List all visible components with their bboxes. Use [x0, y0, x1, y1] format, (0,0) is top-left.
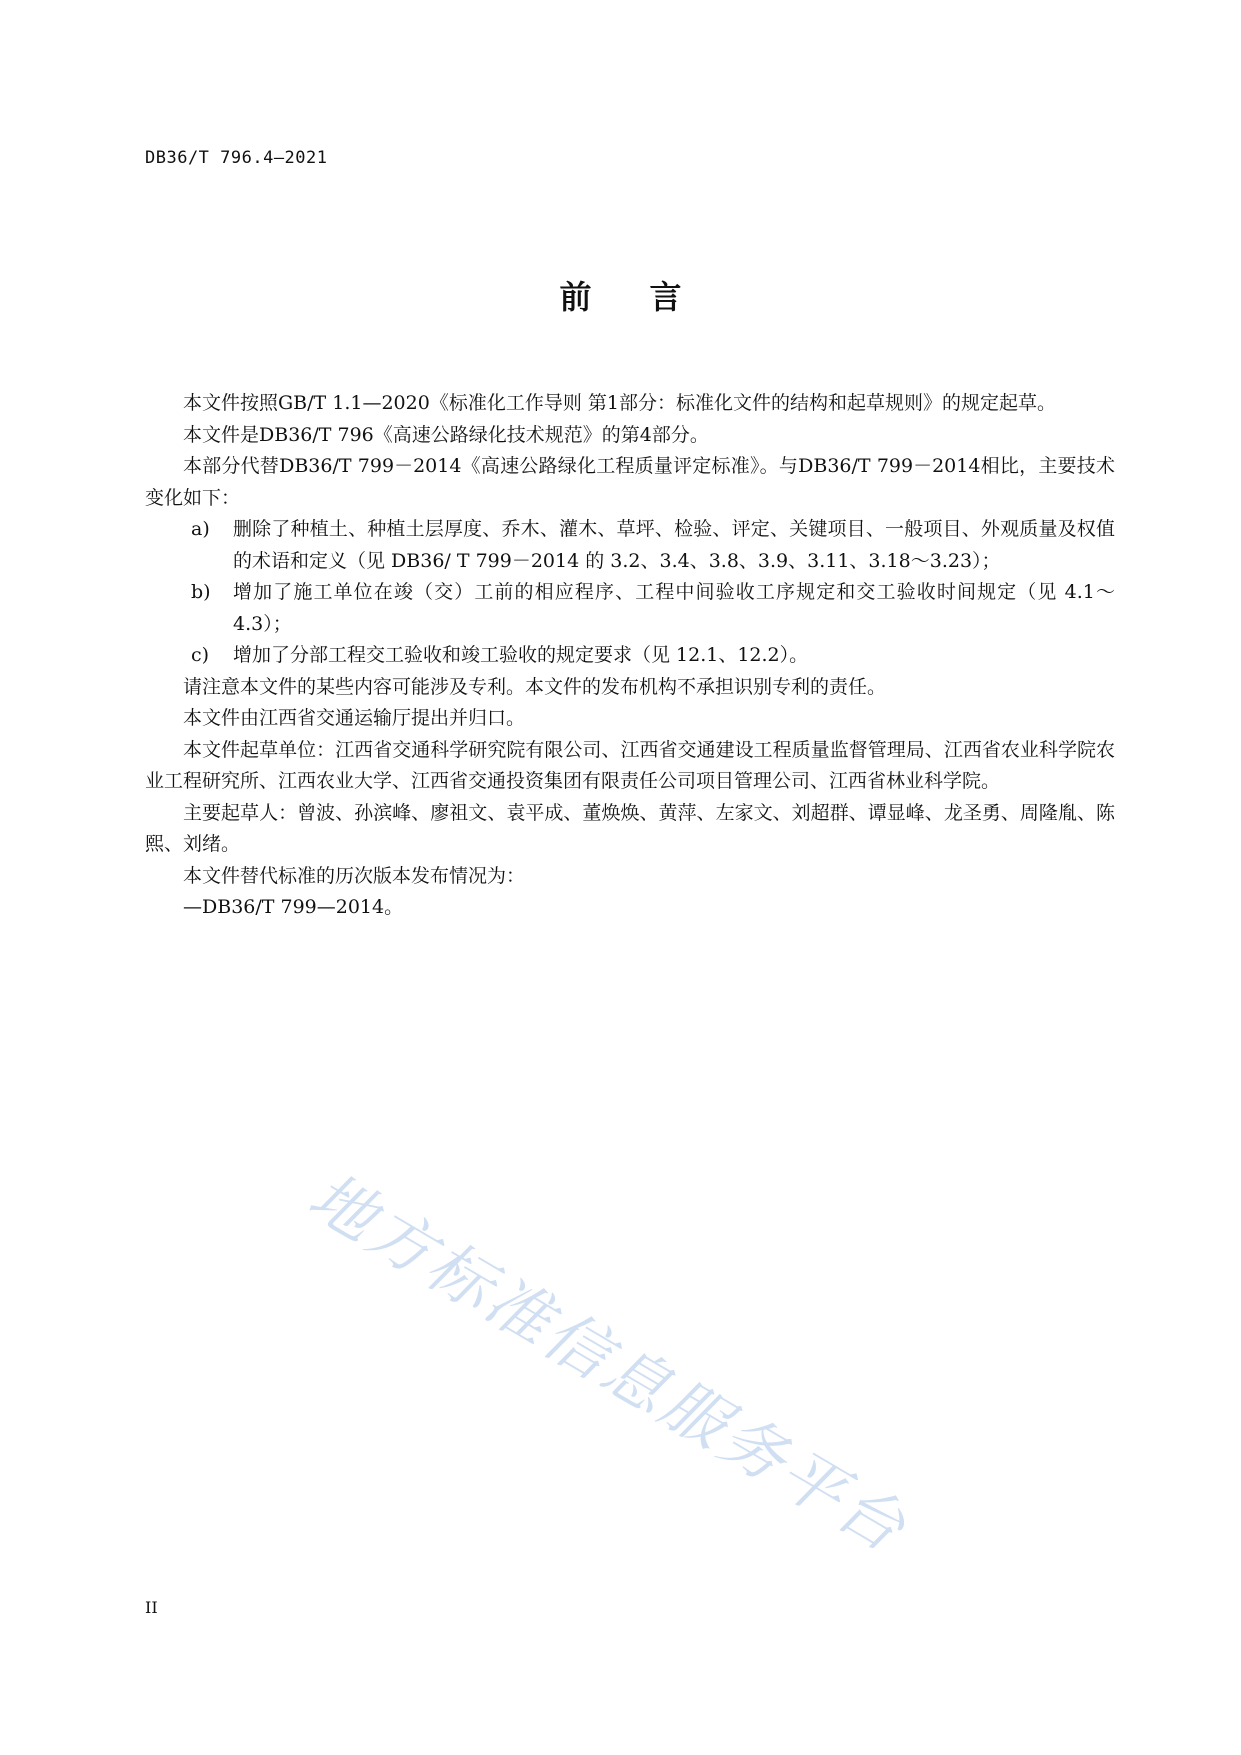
paragraph-replacement: 本部分代替DB36/T 799－2014《高速公路绿化工程质量评定标准》。与DB36/T 799－2014相比，主要技术变化如下： — [145, 455, 1115, 509]
list-item — [145, 640, 1115, 672]
paragraph-drafting-rules: 本文件按照GB/T 1.1—2020《标准化工作导则 第1部分：标准化文件的结构和起草规则》的规定起草。 — [183, 392, 1056, 414]
paragraph-history-intro: 本文件替代标准的历次版本发布情况为： — [183, 864, 526, 887]
paragraph-part-info: 本文件是DB36/T 796《高速公路绿化技术规范》的第4部分。 — [183, 423, 709, 446]
list-text: 增加了施工单位在竣（交）工前的相应程序、工程中间验收工序规定和交工验收时间规定（见 4.1～4.3）； — [233, 581, 1115, 635]
page-title: 前言 — [559, 278, 740, 316]
list-item — [145, 577, 1115, 640]
document-code: DB36/T 796.4—2021 — [145, 148, 328, 168]
list-text: 增加了分部工程交工验收和竣工验收的规定要求（见 12.1、12.2）。 — [233, 644, 809, 666]
foreword-body — [145, 388, 1115, 924]
paragraph-history-item: —DB36/T 799—2014。 — [183, 896, 404, 918]
page-number: II — [145, 1598, 158, 1617]
paragraph-drafting-units: 本文件起草单位：江西省交通科学研究院有限公司、江西省交通建设工程质量监督管理局、江西省农业科学院农业工程研究所、江西农业大学、江西省交通投资集团有限责任公司项目管理公司、江西省林业科学院。 — [145, 738, 1115, 792]
watermark: 地方标准信息服务平台 — [296, 1159, 920, 1569]
list-marker: a) — [191, 518, 210, 540]
list-item — [145, 514, 1115, 577]
list-text: 删除了种植土、种植土层厚度、乔木、灌木、草坪、检验、评定、关键项目、一般项目、外观质量及权值的术语和定义（见 DB36/ T 799－2014 的 3.2、3.4、3.8、3.9、3.11、3.18～3.23）； — [233, 518, 1115, 572]
paragraph-patent-notice: 请注意本文件的某些内容可能涉及专利。本文件的发布机构不承担识别专利的责任。 — [183, 675, 887, 698]
list-marker: c) — [191, 644, 210, 666]
paragraph-drafters: 主要起草人：曾波、孙滨峰、廖祖文、袁平成、董焕焕、黄萍、左家文、刘超群、谭显峰、龙圣勇、周隆胤、陈熙、刘绪。 — [145, 801, 1115, 855]
paragraph-proposer: 本文件由江西省交通运输厅提出并归口。 — [183, 707, 526, 729]
list-marker: b) — [191, 581, 211, 603]
